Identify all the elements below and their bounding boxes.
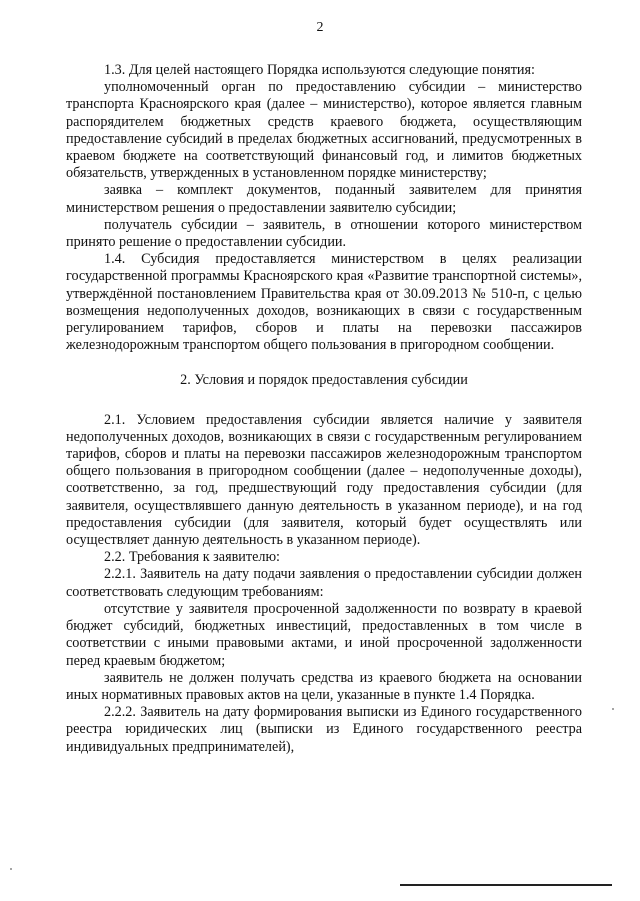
paragraph-definition-recipient: получатель субсидии – заявитель, в отношении которого министерством принято решение о предоставлении субсидии. <box>66 216 582 251</box>
document-body <box>66 62 582 756</box>
section-title: 2. Условия и порядок предоставления субсидии <box>180 372 468 389</box>
paragraph-1-3: 1.3. Для целей настоящего Порядка используются следующие понятия: <box>104 62 535 78</box>
scan-speck <box>10 868 12 870</box>
paragraph-2-2-1: 2.2.1. Заявитель на дату подачи заявления о предоставлении субсидии должен соответствовать следующим требованиям: <box>66 566 582 600</box>
paragraph-2-1: 2.1. Условием предоставления субсидии является наличие у заявителя недополученных доходов, возникающих в связи с государственным регулированием тарифов, сборов и платы на перевозки пассажиров железнодорожным транспортом общего пользования в пригородном сообщении (далее – недополученные доходы), соответственно, за год, предшествующий году предоставления субсидии (для заявителя, осуществлявшего данную деятельность в указанном периоде), и на год предоставления субсидии (для заявителя, который будет осуществлять или осуществляет данную деятельность в указанном периоде). <box>66 411 582 549</box>
paragraph-definition-authorized-body: уполномоченный орган по предоставлению субсидии – министерство транспорта Красноярского края (далее – министерство), которое является главным распорядителем бюджетных средств краевого бюджета, осуществляющим предоставление субсидий в пределах бюджетных ассигнований, предусмотренных в краевом бюджете на соответствующий финансовый год, и лимитов бюджетных обязательств, утвержденных в установленном порядке министерству; <box>66 79 582 182</box>
paragraph-no-other-funds: заявитель не должен получать средства из краевого бюджета на основании иных нормативных правовых актов на цели, указанные в пункте 1.4 Порядка. <box>66 669 582 703</box>
paragraph-definition-application: заявка – комплект документов, поданный заявителем для принятия министерством решения о предоставлении заявителю субсидии; <box>66 182 582 216</box>
paragraph-no-overdue-debt: отсутствие у заявителя просроченной задолженности по возврату в краевой бюджет субсидий, бюджетных инвестиций, предоставленных в том числе в соответствии с иными правовыми актами, и иной просроченной задолженности перед краевым бюджетом; <box>66 600 582 669</box>
paragraph-2-2: 2.2. Требования к заявителю: <box>104 549 280 566</box>
page-number: 2 <box>316 20 324 35</box>
footer-rule <box>400 884 612 886</box>
paragraph-2-2-2: 2.2.2. Заявитель на дату формирования выписки из Единого государственного реестра юридических лиц (выписки из Единого государственного реестра индивидуальных предпринимателей), <box>66 704 582 755</box>
scan-speck <box>612 708 614 710</box>
paragraph-1-4: 1.4. Субсидия предоставляется министерством в целях реализации государственной программы Красноярского края «Развитие транспортной системы», утверждённой постановлением Правительства края от 30.09.2013 № 510-п, с целью возмещения недополученных доходов, возникающих в связи с государственным регулированием тарифов, сборов и платы на перевозки пассажиров железнодорожным транспортом общего пользования в пригородном сообщении. <box>66 251 582 354</box>
